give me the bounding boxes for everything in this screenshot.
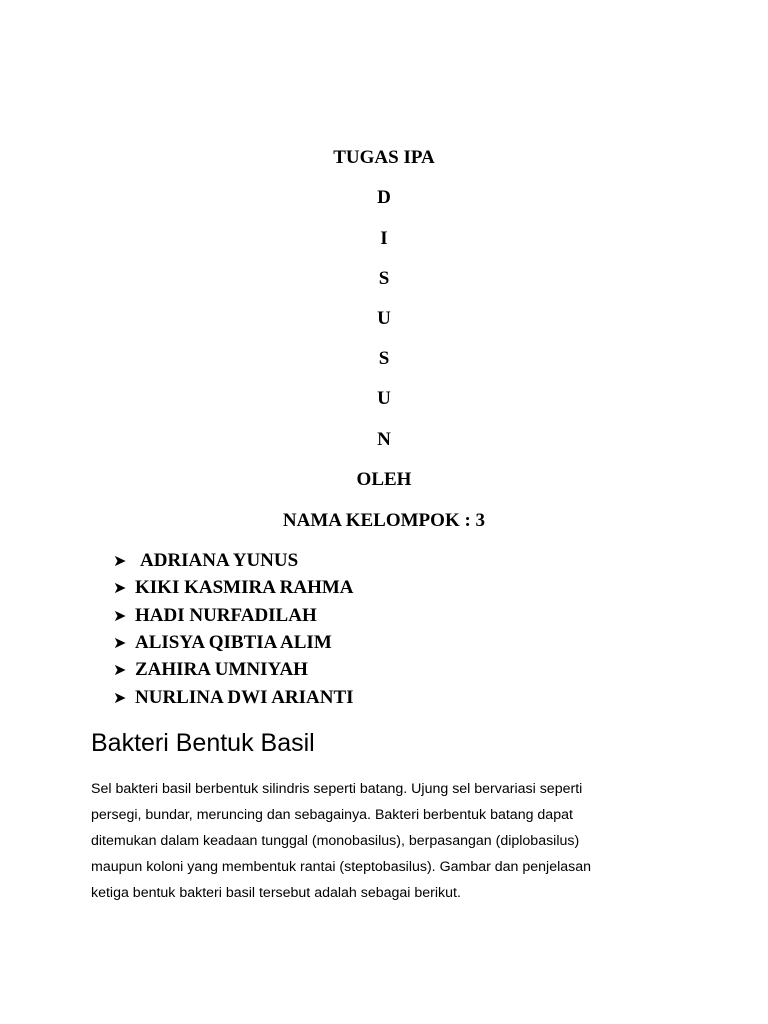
document-title: TUGAS IPA [333,147,435,168]
body-paragraph [91,776,591,906]
group-label: NAMA KELOMPOK : 3 [282,510,486,531]
member-name: ALISYA QIBTIA ALIM [135,632,332,654]
vertical-letter: U [377,308,391,329]
section-heading: Bakteri Bentuk Basil [91,729,315,757]
list-item [113,547,354,574]
vertical-letter: S [378,268,390,289]
paragraph-line: Sel bakteri basil berbentuk silindris seperti batang. Ujung sel bervariasi seperti [91,781,583,797]
arrowhead-bullet-icon: ➤ [113,605,127,625]
list-item [113,574,354,601]
list-item [113,629,354,656]
vertical-letter: N [377,429,391,450]
list-item [113,683,354,710]
arrowhead-bullet-icon: ➤ [113,633,127,653]
arrowhead-bullet-icon: ➤ [113,660,127,680]
arrowhead-bullet-icon: ➤ [113,687,127,707]
member-name: HADI NURFADILAH [135,604,317,626]
vertical-letter: S [378,348,390,369]
paragraph-line: maupun koloni yang membentuk rantai (steptobasilus). Gambar dan penjelasan [91,859,592,875]
member-list [113,547,354,711]
member-name: NURLINA DWI ARIANTI [135,686,354,708]
paragraph-line: persegi, bundar, meruncing dan sebagainya. Bakteri berbentuk batang dapat [91,807,573,823]
vertical-letter: I [380,228,388,249]
paragraph-line: ketiga bentuk bakteri basil tersebut adalah sebagai berikut. [91,885,461,901]
list-item [113,602,354,629]
list-item [113,656,354,683]
member-name: ADRIANA YUNUS [140,550,299,572]
member-name: KIKI KASMIRA RAHMA [135,577,354,599]
vertical-letter: D [377,187,391,208]
arrowhead-bullet-icon: ➤ [113,578,127,598]
arrowhead-bullet-icon: ➤ [113,551,127,571]
member-name: ZAHIRA UMNIYAH [135,659,308,681]
oleh-label: OLEH [356,469,412,490]
paragraph-line: ditemukan dalam keadaan tunggal (monobasilus), berpasangan (diplobasilus) [91,833,580,849]
vertical-letter: U [377,388,391,409]
